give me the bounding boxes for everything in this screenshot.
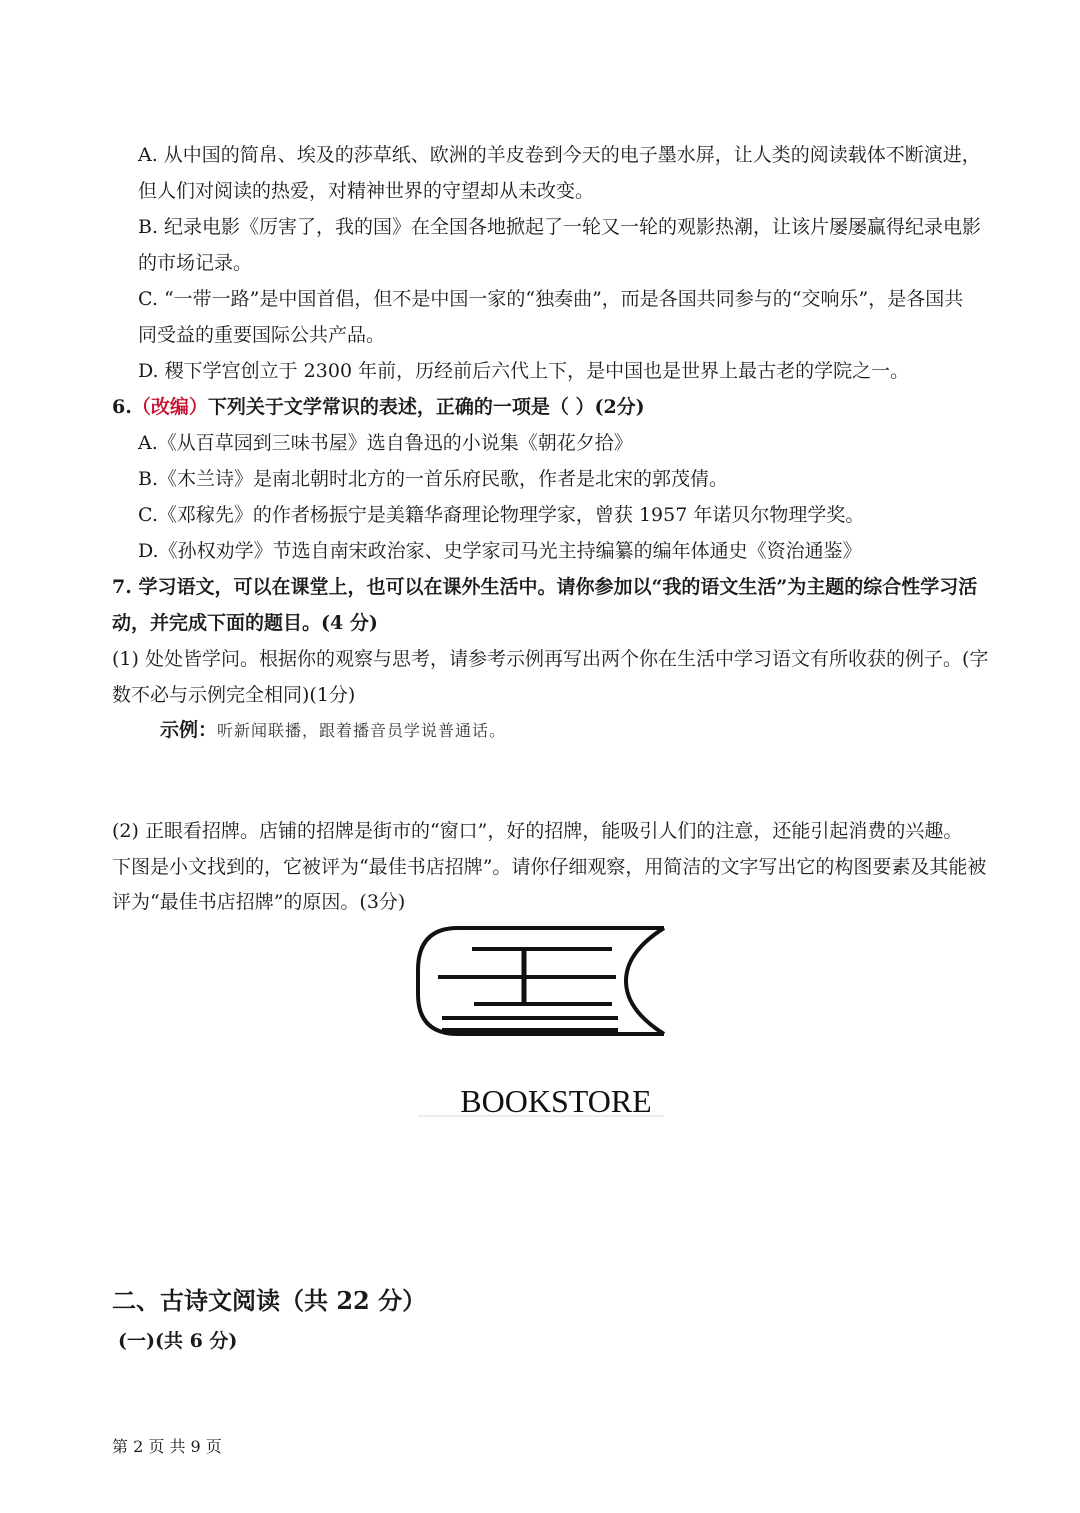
bookstore-label: BOOKSTORE bbox=[460, 1083, 652, 1119]
q6-number: 6. bbox=[112, 396, 132, 418]
q5-option-b-line1: B. 纪录电影《厉害了，我的国》在全国各地掀起了一轮又一轮的观影热潮，让该片屡屡赢得纪录电影 bbox=[138, 216, 982, 238]
q6-option-c: C.《邓稼先》的作者杨振宁是美籍华裔理论物理学家，曾获 1957 年诺贝尔物理学奖。 bbox=[138, 504, 865, 526]
bookstore-logo-figure bbox=[412, 922, 670, 1122]
q5-option-c-line1: C. “一带一路”是中国首倡，但不是中国一家的“独奏曲”，而是各国共同参与的“交响乐”，是各国共 bbox=[138, 288, 964, 310]
q6-option-d: D.《孙权劝学》节选自南宋政治家、史学家司马光主持编纂的编年体通史《资治通鉴》 bbox=[138, 540, 862, 562]
page-number: 第 2 页 共 9 页 bbox=[112, 1437, 222, 1456]
q7-stem-line2: 动，并完成下面的题目。(4 分) bbox=[112, 612, 378, 634]
q7-stem-line1: 7. 学习语文，可以在课堂上，也可以在课外生活中。请你参加以“我的语文生活”为主题的综合性学习活 bbox=[112, 576, 978, 598]
q5-option-a-line1: A. 从中国的简帛、埃及的莎草纸、欧洲的羊皮卷到今天的电子墨水屏，让人类的阅读载体不断演进， bbox=[138, 144, 981, 166]
q5-option-b-line2: 的市场记录。 bbox=[138, 252, 253, 274]
section-2-title: 二、古诗文阅读（共 22 分） bbox=[112, 1286, 427, 1315]
example-text: 听新闻联播，跟着播音员学说普通话。 bbox=[217, 721, 507, 740]
q6-option-a: A.《从百草园到三味书屋》选自鲁迅的小说集《朝花夕拾》 bbox=[138, 432, 633, 454]
q7-part2-line3: 评为“最佳书店招牌”的原因。(3分) bbox=[112, 891, 406, 913]
q6-option-b: B.《木兰诗》是南北朝时北方的一首乐府民歌，作者是北宋的郭茂倩。 bbox=[138, 468, 729, 490]
q7-example bbox=[160, 717, 506, 744]
book-page-edge-icon bbox=[626, 928, 664, 1034]
q7-part1-line2: 数不必与示例完全相同)(1分) bbox=[112, 684, 356, 706]
q6-stem bbox=[112, 394, 645, 420]
q7-part2-line2: 下图是小文找到的，它被评为“最佳书店招牌”。请你仔细观察，用简洁的文字写出它的构图要素及其能被 bbox=[112, 856, 987, 878]
q5-option-a-line2: 但人们对阅读的热爱，对精神世界的守望却从未改变。 bbox=[138, 180, 595, 202]
q7-part1-line1: (1) 处处皆学问。根据你的观察与思考，请参考示例再写出两个你在生活中学习语文有所收获的例子。(字 bbox=[112, 648, 989, 670]
q5-option-d: D. 稷下学宫创立于 2300 年前，历经前后六代上下，是中国也是世界上最古老的学院之一。 bbox=[138, 360, 910, 382]
q5-option-c-line2: 同受益的重要国际公共产品。 bbox=[138, 324, 386, 346]
section-2-subtitle: (一)(共 6 分) bbox=[118, 1330, 238, 1352]
q6-adapted-tag: （改编） bbox=[131, 396, 208, 418]
q6-question: 下列关于文学常识的表述，正确的一项是（ ）(2分) bbox=[207, 396, 645, 418]
example-label: 示例： bbox=[160, 719, 218, 741]
q7-part2-line1: (2) 正眼看招牌。店铺的招牌是街市的“窗口”，好的招牌，能吸引人们的注意，还能引起消费的兴趣。 bbox=[112, 820, 963, 842]
